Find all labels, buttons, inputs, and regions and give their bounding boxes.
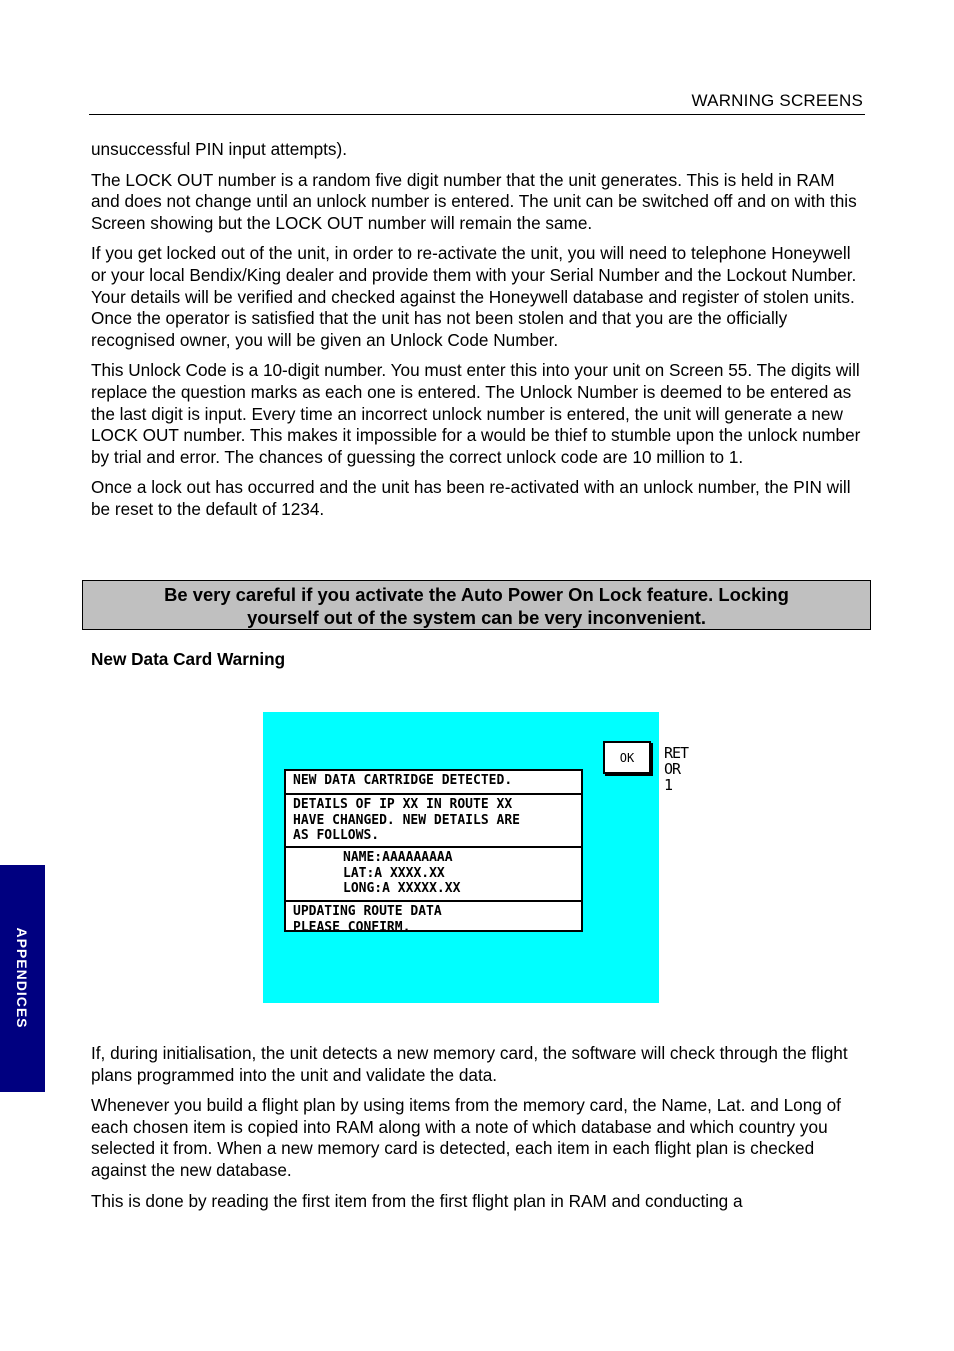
appendices-side-tab <box>0 865 45 1092</box>
ok-button[interactable]: OK <box>603 741 651 774</box>
device-screen <box>263 712 659 1003</box>
header-divider <box>89 114 865 115</box>
paragraph: The LOCK OUT number is a random five digit number that the unit generates. This is held in RAM and does not change until an unlock number is entered. The unit can be switched off and on with this Screen showing but the LOCK OUT number will remain the same. <box>91 169 857 233</box>
paragraph: Once a lock out has occurred and the unit has been re-activated with an unlock number, the PIN will be reset to the default of 1234. <box>91 477 851 519</box>
page-header-title: WARNING SCREENS <box>691 91 863 110</box>
paragraph: If you get locked out of the unit, in order to re-activate the unit, you will need to telephone Honeywell or your local Bendix/King dealer and provide them with your Serial Number and the Lockout Number. Your details will be verified and checked against the Honeywell database and register of stolen units. Once the operator is satisfied that the unit has not been stolen and that you are the officially recognised owner, you will be given an Unlock Code Number. <box>91 243 857 350</box>
caution-note <box>82 580 871 630</box>
paragraph: If, during initialisation, the unit detects a new memory card, the software will check through the flight plans programmed into the unit and validate the data. <box>91 1043 848 1085</box>
dialog-message: DETAILS OF IP XX IN ROUTE XX HAVE CHANGED. NEW DETAILS ARE AS FOLLOWS. <box>286 793 581 846</box>
caution-note-line: yourself out of the system can be very inconvenient. <box>247 607 706 628</box>
side-tab-label: APPENDICES <box>14 927 30 1029</box>
warning-dialog <box>284 769 583 935</box>
body-text-top <box>91 139 866 530</box>
dialog-title: NEW DATA CARTRIDGE DETECTED. <box>293 773 513 788</box>
body-text-bottom <box>91 1043 866 1221</box>
paragraph: Whenever you build a flight plan by using items from the memory card, the Name, Lat. and Long of each chosen item is copied into RAM along with a note of which database and which country you selected it from. When a new memory card is detected, each item in each flight plan is checked against the new database. <box>91 1095 841 1180</box>
paragraph: This Unlock Code is a 10-digit number. You must enter this into your unit on Screen 55. The digits will replace the question marks as each one is entered. The Unlock Number is deemed to be entered as the last digit is input. Every time an incorrect unlock number is entered, the unit will generate a new LOCK OUT number. This makes it impossible for a would be thief to stumble upon the unlock number by trial and error. The chances of guessing the correct unlock code are 10 million to 1. <box>91 360 861 467</box>
caution-note-line: Be very careful if you activate the Auto Power On Lock feature. Locking <box>164 584 789 605</box>
key-hint-label: RET OR 1 <box>664 744 689 794</box>
dialog-footer: UPDATING ROUTE DATA PLEASE CONFIRM. <box>286 900 581 941</box>
section-heading: New Data Card Warning <box>91 649 286 669</box>
paragraph: unsuccessful PIN input attempts). <box>91 139 348 159</box>
paragraph: This is done by reading the first item from the first flight plan in RAM and conducting a <box>91 1190 743 1211</box>
dialog-details: NAME:AAAAAAAAA LAT:A XXXX.XX LONG:A XXXXX.XX <box>286 846 581 900</box>
